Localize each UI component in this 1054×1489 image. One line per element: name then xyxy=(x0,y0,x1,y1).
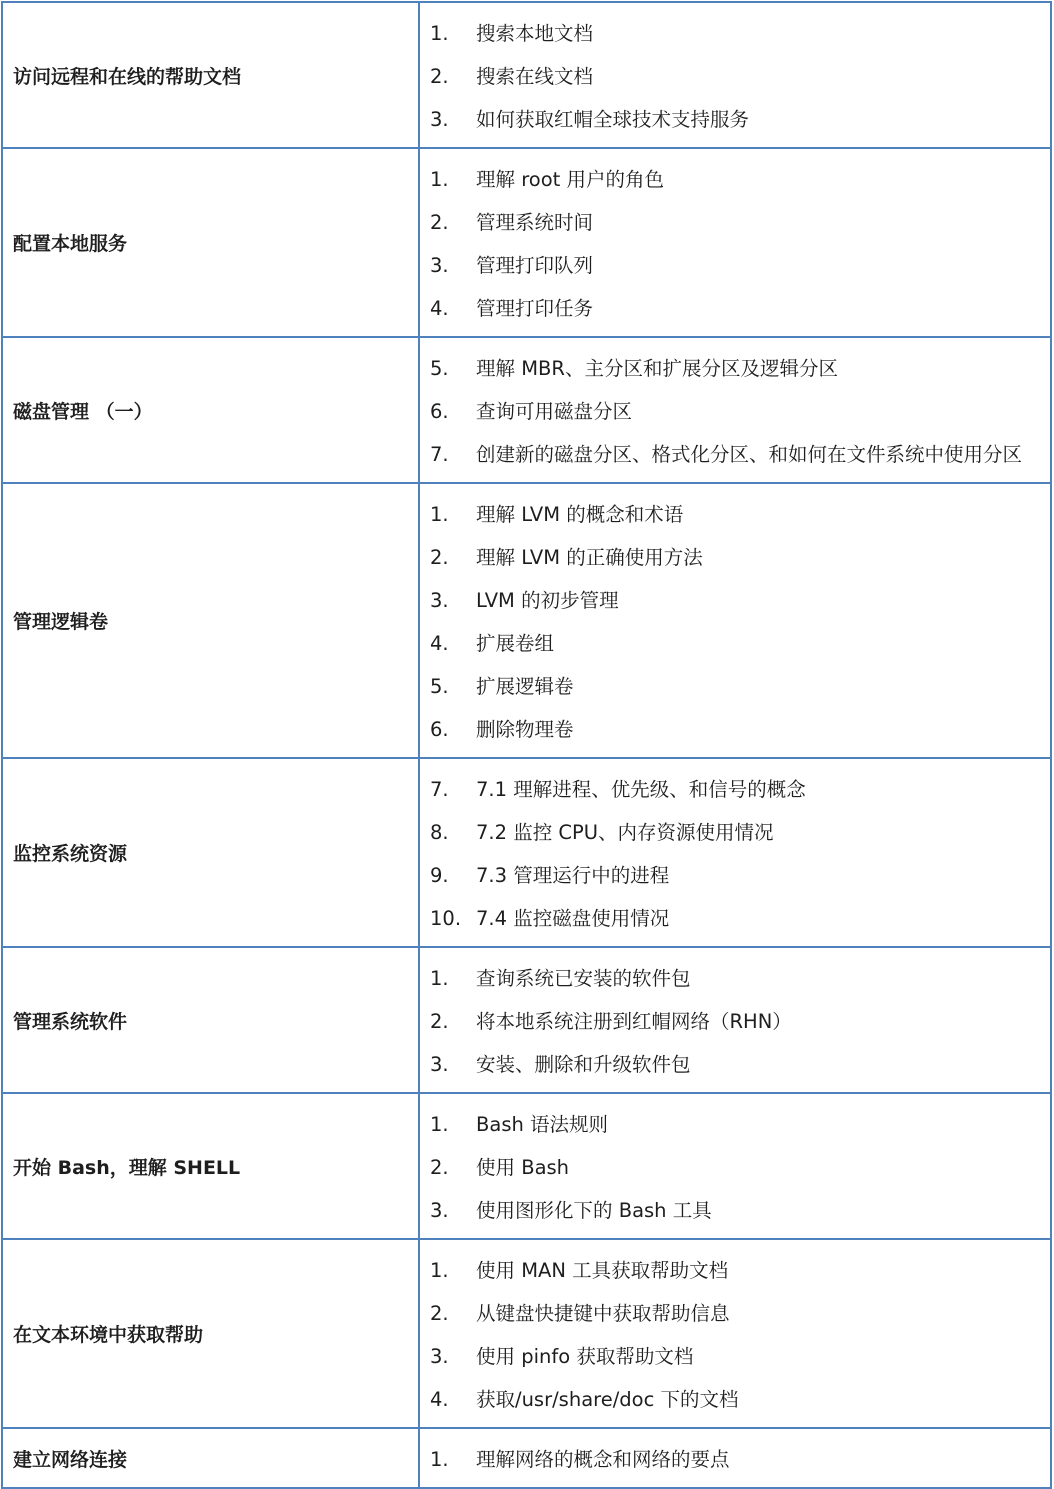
list-item xyxy=(420,12,1050,55)
item-number: 10. xyxy=(430,907,462,930)
item-text: 使用 pinfo 获取帮助文档 xyxy=(476,1345,694,1368)
item-text: 获取/usr/share/doc 下的文档 xyxy=(476,1388,739,1411)
list-item xyxy=(420,244,1050,287)
topic-cell: 监控系统资源 xyxy=(2,758,419,947)
item-number: 2. xyxy=(430,1302,449,1325)
list-item xyxy=(420,1103,1050,1146)
item-number: 1. xyxy=(430,503,449,526)
item-text: 使用 MAN 工具获取帮助文档 xyxy=(476,1259,729,1282)
items-cell xyxy=(419,2,1051,148)
items-cell xyxy=(419,337,1051,483)
topic-cell: 开始 Bash，理解 SHELL xyxy=(2,1093,419,1239)
item-text: 7.4 监控磁盘使用情况 xyxy=(476,907,670,930)
item-number: 1. xyxy=(430,1259,449,1282)
item-number: 2. xyxy=(430,211,449,234)
item-number: 4. xyxy=(430,1388,449,1411)
item-text: 删除物理卷 xyxy=(476,718,574,741)
table-row xyxy=(2,148,1051,337)
item-number: 3. xyxy=(430,108,449,131)
table-row xyxy=(2,947,1051,1093)
item-number: 1. xyxy=(430,967,449,990)
list-item xyxy=(420,347,1050,390)
item-text: 扩展逻辑卷 xyxy=(476,675,574,698)
list-item xyxy=(420,1189,1050,1232)
item-text: 理解 MBR、主分区和扩展分区及逻辑分区 xyxy=(476,357,838,380)
list-item xyxy=(420,1000,1050,1043)
item-number: 2. xyxy=(430,1156,449,1179)
list-item xyxy=(420,493,1050,536)
list-item xyxy=(420,1146,1050,1189)
items-cell xyxy=(419,758,1051,947)
item-number: 5. xyxy=(430,357,449,380)
item-text: 理解 LVM 的正确使用方法 xyxy=(476,546,703,569)
list-item xyxy=(420,897,1050,940)
item-number: 1. xyxy=(430,1113,449,1136)
table-body xyxy=(2,2,1051,1488)
item-text: 管理系统时间 xyxy=(476,211,594,234)
table-row xyxy=(2,483,1051,758)
list-item xyxy=(420,665,1050,708)
item-text: 搜索本地文档 xyxy=(476,22,594,45)
list-item xyxy=(420,55,1050,98)
course-outline-table xyxy=(1,1,1052,1489)
list-item xyxy=(420,158,1050,201)
list-item xyxy=(420,854,1050,897)
item-text: 理解 root 用户的角色 xyxy=(476,168,664,191)
topic-cell: 访问远程和在线的帮助文档 xyxy=(2,2,419,148)
table-row xyxy=(2,1428,1051,1488)
item-number: 1. xyxy=(430,1448,449,1471)
topic-cell: 在文本环境中获取帮助 xyxy=(2,1239,419,1428)
item-number: 4. xyxy=(430,297,449,320)
topic-cell: 配置本地服务 xyxy=(2,148,419,337)
item-number: 6. xyxy=(430,400,449,423)
item-number: 2. xyxy=(430,65,449,88)
list-item xyxy=(420,811,1050,854)
list-item xyxy=(420,1043,1050,1086)
list-item xyxy=(420,1438,1050,1481)
topic-cell: 磁盘管理 （一） xyxy=(2,337,419,483)
list-item xyxy=(420,768,1050,811)
item-text: 搜索在线文档 xyxy=(476,65,594,88)
topic-cell: 建立网络连接 xyxy=(2,1428,419,1488)
topic-cell: 管理系统软件 xyxy=(2,947,419,1093)
list-item xyxy=(420,957,1050,1000)
item-number: 3. xyxy=(430,1053,449,1076)
item-text: 理解 LVM 的概念和术语 xyxy=(476,503,684,526)
list-item xyxy=(420,1249,1050,1292)
items-cell xyxy=(419,483,1051,758)
item-text: 7.1 理解进程、优先级、和信号的概念 xyxy=(476,778,806,801)
list-item xyxy=(420,98,1050,141)
list-item xyxy=(420,1335,1050,1378)
list-item xyxy=(420,708,1050,751)
item-number: 1. xyxy=(430,22,449,45)
list-item xyxy=(420,536,1050,579)
item-number: 3. xyxy=(430,254,449,277)
list-item xyxy=(420,622,1050,665)
item-text: 管理打印队列 xyxy=(476,254,594,277)
item-number: 7. xyxy=(430,778,449,801)
item-number: 4. xyxy=(430,632,449,655)
item-number: 3. xyxy=(430,589,449,612)
item-number: 8. xyxy=(430,821,449,844)
items-cell xyxy=(419,1239,1051,1428)
list-item xyxy=(420,1378,1050,1421)
item-text: 将本地系统注册到红帽网络（RHN） xyxy=(476,1010,792,1033)
item-number: 7. xyxy=(430,443,449,466)
item-text: 安装、删除和升级软件包 xyxy=(476,1053,691,1076)
table-row xyxy=(2,1093,1051,1239)
table-row xyxy=(2,2,1051,148)
topic-cell: 管理逻辑卷 xyxy=(2,483,419,758)
item-text: Bash 语法规则 xyxy=(476,1113,609,1136)
item-text: 使用 Bash xyxy=(476,1156,570,1179)
item-text: 创建新的磁盘分区、格式化分区、和如何在文件系统中使用分区 xyxy=(476,443,1023,466)
item-text: 查询系统已安装的软件包 xyxy=(476,967,691,990)
item-number: 3. xyxy=(430,1199,449,1222)
table-row xyxy=(2,1239,1051,1428)
list-item xyxy=(420,287,1050,330)
item-text: 扩展卷组 xyxy=(476,632,555,655)
table-row xyxy=(2,758,1051,947)
item-number: 3. xyxy=(430,1345,449,1368)
items-cell xyxy=(419,1428,1051,1488)
list-item xyxy=(420,433,1050,476)
item-text: 使用图形化下的 Bash 工具 xyxy=(476,1199,712,1222)
item-text: LVM 的初步管理 xyxy=(476,589,619,612)
item-text: 如何获取红帽全球技术支持服务 xyxy=(476,108,750,131)
item-number: 5. xyxy=(430,675,449,698)
item-text: 7.2 监控 CPU、内存资源使用情况 xyxy=(476,821,774,844)
items-cell xyxy=(419,148,1051,337)
item-text: 从键盘快捷键中获取帮助信息 xyxy=(476,1302,730,1325)
list-item xyxy=(420,201,1050,244)
item-number: 6. xyxy=(430,718,449,741)
items-cell xyxy=(419,947,1051,1093)
item-text: 理解网络的概念和网络的要点 xyxy=(476,1448,730,1471)
items-cell xyxy=(419,1093,1051,1239)
item-number: 2. xyxy=(430,1010,449,1033)
list-item xyxy=(420,390,1050,433)
item-text: 查询可用磁盘分区 xyxy=(476,400,633,423)
item-text: 管理打印任务 xyxy=(476,297,594,320)
item-number: 9. xyxy=(430,864,449,887)
item-number: 2. xyxy=(430,546,449,569)
item-number: 1. xyxy=(430,168,449,191)
list-item xyxy=(420,1292,1050,1335)
item-text: 7.3 管理运行中的进程 xyxy=(476,864,670,887)
list-item xyxy=(420,579,1050,622)
table-row xyxy=(2,337,1051,483)
